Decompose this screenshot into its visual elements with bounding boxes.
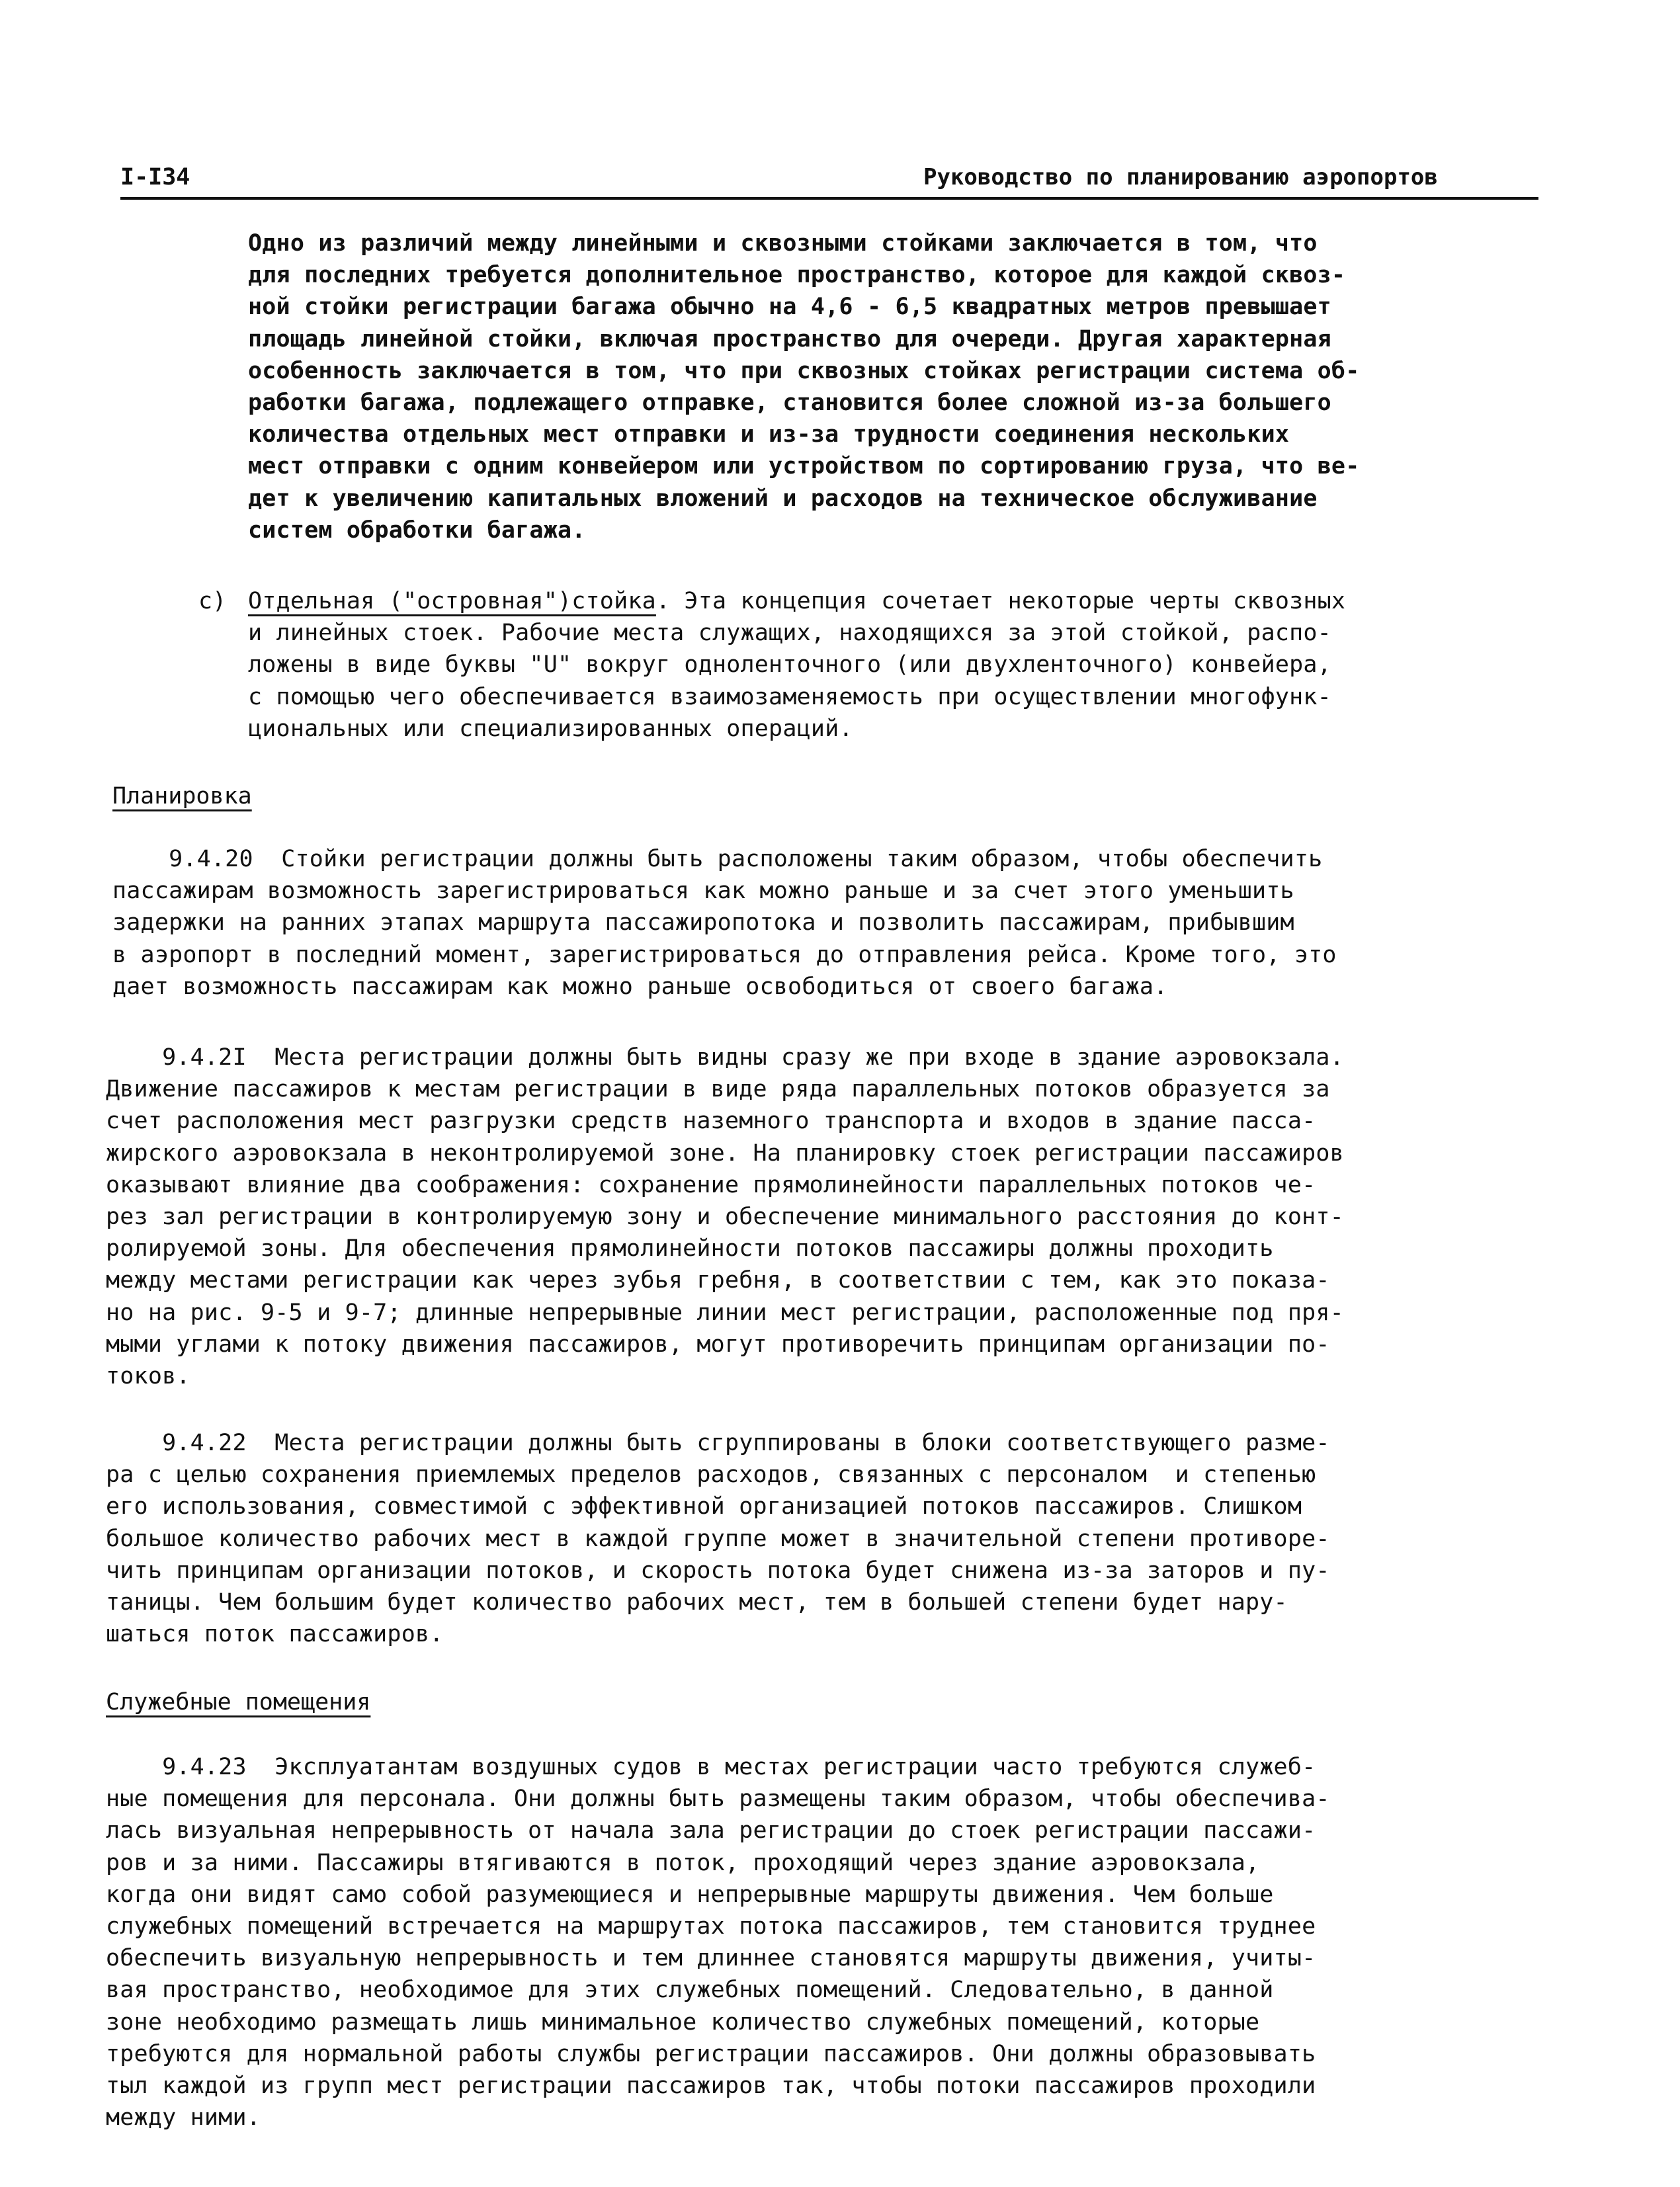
text-line: токов.: [106, 1362, 190, 1389]
text-line: тыл каждой из групп мест регистрации пассажиров так, чтобы потоки пассажиров проходили: [106, 2072, 1316, 2099]
term-underlined: Отдельная ("островная")стойка: [248, 588, 656, 614]
paragraph-9-4-21: [106, 1042, 1344, 1392]
text-line: ра с целью сохранения приемлемых пределов расходов, связанных с персоналом и степенью: [106, 1462, 1316, 1489]
text-line: ной стойки регистрации багажа обычно на 4,6 - 6,5 квадратных метров превышает: [248, 294, 1331, 321]
text-line: шаться поток пассажиров.: [106, 1621, 444, 1648]
header-rule: [120, 197, 1538, 200]
text-line: мест отправки с одним конвейером или устройством по сортированию груза, что ве-: [248, 453, 1360, 480]
text-line: 9.4.23 Эксплуатантам воздушных судов в местах регистрации часто требуются служеб-: [106, 1754, 1316, 1780]
text-line: жирского аэровокзала в неконтролируемой зоне. На планировку стоек регистрации пассажиров: [106, 1139, 1344, 1167]
text-line: в аэропорт в последний момент, зарегистрироваться до отправления рейса. Кроме того, это: [112, 941, 1337, 968]
paragraph-c: [248, 585, 1345, 745]
text-line: требуются для нормальной работы службы регистрации пассажиров. Они должны образовывать: [106, 2040, 1316, 2067]
text-line: задержки на ранних этапах маршрута пассажиропотока и позволить пассажирам, прибывшим: [112, 909, 1294, 936]
text-line: большое количество рабочих мест в каждой группе может в значительной степени противоре-: [106, 1525, 1330, 1552]
text-line: дает возможность пассажирам как можно раньше освободиться от своего багажа.: [112, 973, 1168, 1000]
text-line: но на рис. 9-5 и 9-7; длинные непрерывные линии мест регистрации, расположенные под пря-: [106, 1299, 1344, 1326]
running-title: Руководство по планированию аэропортов: [923, 164, 1438, 190]
text-line: лась визуальная непрерывность от начала зала регистрации до стоек регистрации пассажи-: [106, 1817, 1316, 1844]
text-line: дет к увеличению капитальных вложений и расходов на техническое обслуживание: [248, 485, 1318, 512]
text-line: 9.4.20 Стойки регистрации должны быть расположены таким образом, чтобы обеспечить: [112, 846, 1323, 872]
text-line: ложены в виде буквы "U" вокруг одноленточного (или двухленточного) конвейера,: [248, 651, 1331, 679]
text-line: обеспечить визуальную непрерывность и тем длиннее становятся маршруты движения, учиты-: [106, 1945, 1316, 1972]
list-marker-c: c): [198, 588, 227, 614]
text-line: вая пространство, необходимое для этих служебных помещений. Следовательно, в данной: [106, 1977, 1274, 2004]
text-line: зоне необходимо размещать лишь минимальное количество служебных помещений, которые: [106, 2008, 1260, 2036]
text-line: когда они видят само собой разумеющиеся и непрерывные маршруты движения. Чем больше: [106, 1881, 1274, 1908]
text-line: ролируемой зоны. Для обеспечения прямолинейности потоков пассажиры должны проходить: [106, 1235, 1274, 1262]
text-line: счет расположения мест разгрузки средств наземного транспорта и входов в здание пасса-: [106, 1108, 1316, 1135]
text-line: работки багажа, подлежащего отправке, становится более сложной из-за большего: [248, 389, 1331, 416]
text-fragment: . Эта концепция сочетает некоторые черты сквозных: [655, 588, 1346, 614]
text-line: между ними.: [106, 2104, 261, 2131]
text-line: Одно из различий между линейными и сквозными стойками заключается в том, что: [248, 230, 1318, 257]
text-line: оказывают влияние два соображения: сохранение прямолинейности параллельных потоков че-: [106, 1171, 1316, 1198]
text-line: количества отдельных мест отправки и из-за трудности соединения нескольких: [248, 421, 1290, 448]
text-line: 9.4.2I Места регистрации должны быть видны сразу же при входе в здание аэровокзала.: [106, 1044, 1344, 1071]
text-line: площадь линейной стойки, включая пространство для очереди. Другая характерная: [248, 325, 1331, 352]
text-line: пассажирам возможность зарегистрироваться как можно раньше и за счет этого уменьшить: [112, 878, 1294, 905]
section-heading-service-rooms: Служебные помещения: [106, 1689, 371, 1715]
text-line: циональных или специализированных операций.: [248, 715, 853, 742]
text-line: ные помещения для персонала. Они должны быть размещены таким образом, чтобы обеспечива-: [106, 1786, 1330, 1813]
paragraph-9-4-22: [106, 1427, 1330, 1650]
paragraph-9-4-23: [106, 1751, 1330, 2133]
text-line: мыми углами к потоку движения пассажиров, могут противоречить принципам организации по-: [106, 1331, 1330, 1358]
text-line: таницы. Чем большим будет количество рабочих мест, тем в большей степени будет нару-: [106, 1589, 1288, 1616]
text-line: ров и за ними. Пассажиры втягиваются в поток, проходящий через здание аэровокзала,: [106, 1849, 1260, 1876]
page-number: I-I34: [120, 164, 190, 190]
text-line: с помощью чего обеспечивается взаимозаменяемость при осуществлении многофунк-: [248, 683, 1331, 710]
text-line: для последних требуется дополнительное пространство, которое для каждой сквоз-: [248, 262, 1346, 289]
text-line: Движение пассажиров к местам регистрации в виде ряда параллельных потоков образуется за: [106, 1076, 1330, 1103]
text-line: [248, 585, 1345, 617]
section-heading-planning: Планировка: [112, 783, 252, 809]
text-line: особенность заключается в том, что при сквозных стойках регистрации система об-: [248, 357, 1360, 384]
text-line: рез зал регистрации в контролируемую зону и обеспечение минимального расстояния до конт-: [106, 1203, 1344, 1230]
paragraph-9-4-20: [112, 843, 1337, 1003]
text-line: между местами регистрации как через зубья гребня, в соответствии с тем, как это показа-: [106, 1267, 1330, 1294]
text-line: служебных помещений встречается на маршрутах потока пассажиров, тем становится труднее: [106, 1913, 1316, 1940]
text-line: 9.4.22 Места регистрации должны быть сгруппированы в блоки соответствующего разме-: [106, 1430, 1330, 1456]
text-line: его использования, совместимой с эффективной организацией потоков пассажиров. Слишком: [106, 1493, 1302, 1520]
text-line: и линейных стоек. Рабочие места служащих, находящихся за этой стойкой, распо-: [248, 620, 1331, 647]
text-line: чить принципам организации потоков, и скорость потока будет снижена из-за заторов и пу-: [106, 1557, 1330, 1584]
paragraph-b-continuation: [248, 227, 1359, 546]
text-line: систем обработки багажа.: [248, 516, 586, 544]
